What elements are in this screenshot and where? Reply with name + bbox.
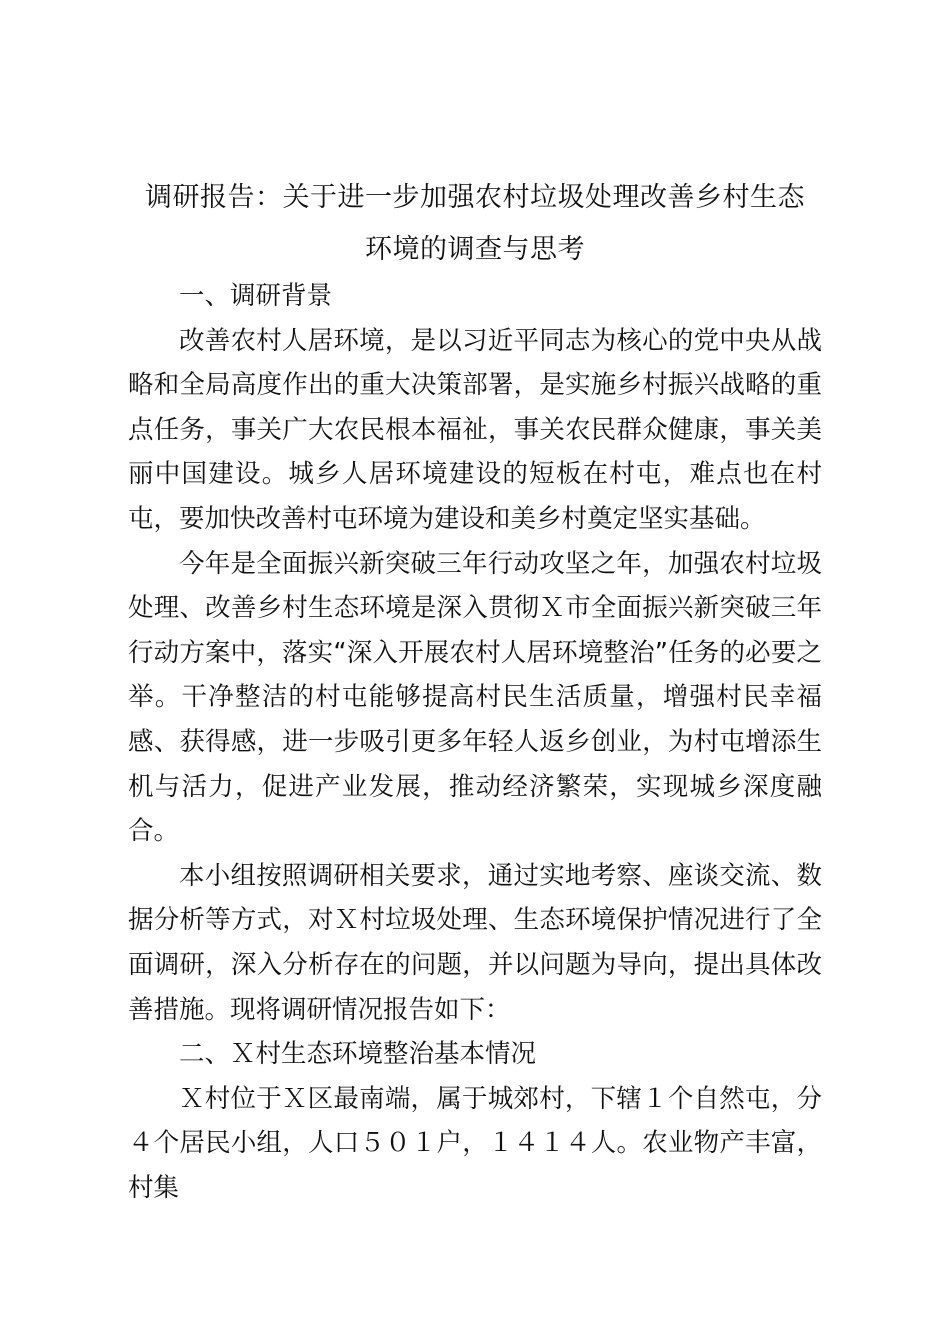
section-heading-basic-situation: 二、Ｘ村生态环境整治基本情况 <box>179 1039 537 1070</box>
document-body <box>128 274 822 1210</box>
document-title <box>120 172 830 276</box>
title-line-1: 调研报告：关于进一步加强农村垃圾处理改善乡村生态 <box>145 182 805 213</box>
paragraph-1: 改善农村人居环境，是以习近平同志为核心的党中央从战略和全局高度作出的重大决策部署，是实施乡村振兴战略的重点任务，事关广大农民根本福祉，事关农民群众健康，事关美丽中国建设。城乡人居环境建设的短板在村屯，难点也在村屯，要加快改善村屯环境为建设和美乡村奠定坚实基础。 <box>128 325 822 534</box>
paragraph-2: 今年是全面振兴新突破三年行动攻坚之年，加强农村垃圾处理、改善乡村生态环境是深入贯彻Ｘ市全面振兴新突破三年行动方案中，落实“深入开展农村人居环境整治”任务的必要之举。干净整洁的村屯能够提高村民生活质量，增强村民幸福感、获得感，进一步吸引更多年轻人返乡创业，为村屯增添生机与活力，促进产业发展，推动经济繁荣，实现城乡深度融合。 <box>128 548 822 847</box>
paragraph-4: Ｘ村位于Ｘ区最南端，属于城郊村，下辖１个自然屯，分４个居民小组，人口５０１户，１４１４人。农业物产丰富，村集 <box>128 1083 822 1203</box>
paragraph-3: 本小组按照调研相关要求，通过实地考察、座谈交流、数据分析等方式，对Ｘ村垃圾处理、生态环境保护情况进行了全面调研，深入分析存在的问题，并以问题为导向，提出具体改善措施。现将调研情况报告如下： <box>128 860 822 1025</box>
title-line-2: 环境的调查与思考 <box>365 234 585 265</box>
section-heading-background: 一、调研背景 <box>179 281 333 311</box>
